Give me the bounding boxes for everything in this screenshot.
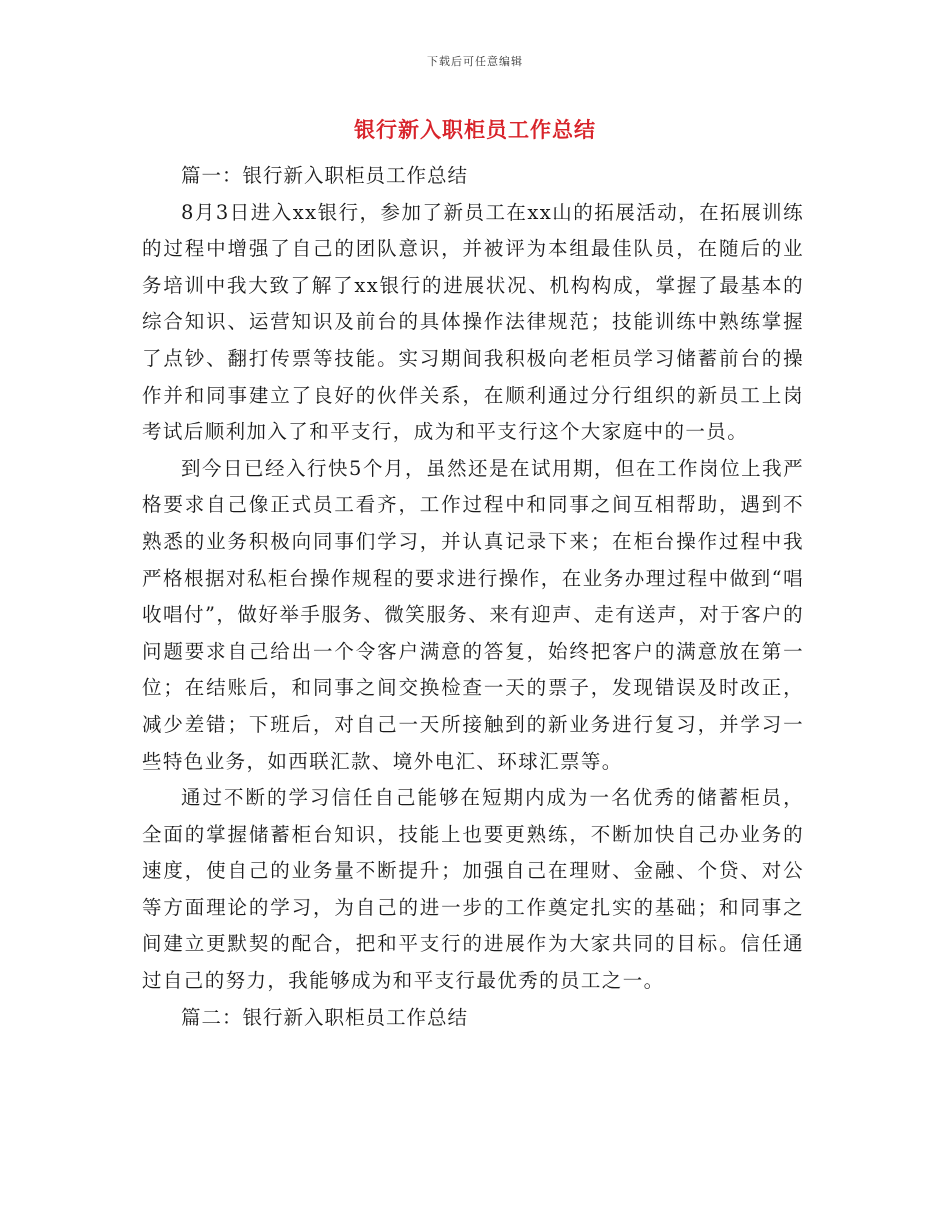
document-title: 银行新入职柜员工作总结 bbox=[354, 117, 596, 142]
section-heading-2: 篇二：银行新入职柜员工作总结 bbox=[181, 1005, 469, 1029]
section-heading-1: 篇一：银行新入职柜员工作总结 bbox=[181, 164, 469, 187]
header-note: 下载后可任意编辑 bbox=[427, 55, 523, 68]
document-body bbox=[142, 158, 804, 1036]
paragraph-3: 通过不断的学习信任自己能够在短期内成为一名优秀的储蓄柜员，全面的掌握储蓄柜台知识，技能上也要更熟练，不断加快自己办业务的速度，使自己的业务量不断提升；加强自己在理财、金融、个贷、对公等方面理论的学习，为自己的进一步的工作奠定扎实的基础；和同事之间建立更默契的配合，把和平支行的进展作为大家共同的目标。信任通过自己的努力，我能够成为和平支行最优秀的员工之一。 bbox=[142, 786, 804, 993]
paragraph-2: 到今日已经入行快5个月，虽然还是在试用期，但在工作岗位上我严格要求自己像正式员工看齐，工作过程中和同事之间互相帮助，遇到不熟悉的业务积极向同事们学习，并认真记录下来；在柜台操作过程中我严格根据对私柜台操作规程的要求进行操作，在业务办理过程中做到“唱收唱付”，做好举手服务、微笑服务、来有迎声、走有送声，对于客户的问题要求自己给出一个令客户满意的答复，始终把客户的满意放在第一位；在结账后，和同事之间交换检查一天的票子，发现错误及时改正，减少差错；下班后，对自己一天所接触到的新业务进行复习，并学习一些特色业务，如西联汇款、境外电汇、环球汇票等。 bbox=[142, 456, 804, 773]
paragraph-1: 8月3日进入xx银行，参加了新员工在xx山的拓展活动，在拓展训练的过程中增强了自己的团队意识，并被评为本组最佳队员，在随后的业务培训中我大致了解了xx银行的进展状况、机构构成，掌握了最基本的综合知识、运营知识及前台的具体操作法律规范；技能训练中熟练掌握了点钞、翻打传票等技能。实习期间我积极向老柜员学习储蓄前台的操作并和同事建立了良好的伙伴关系，在顺利通过分行组织的新员工上岗考试后顺利加入了和平支行，成为和平支行这个大家庭中的一员。 bbox=[142, 200, 804, 444]
